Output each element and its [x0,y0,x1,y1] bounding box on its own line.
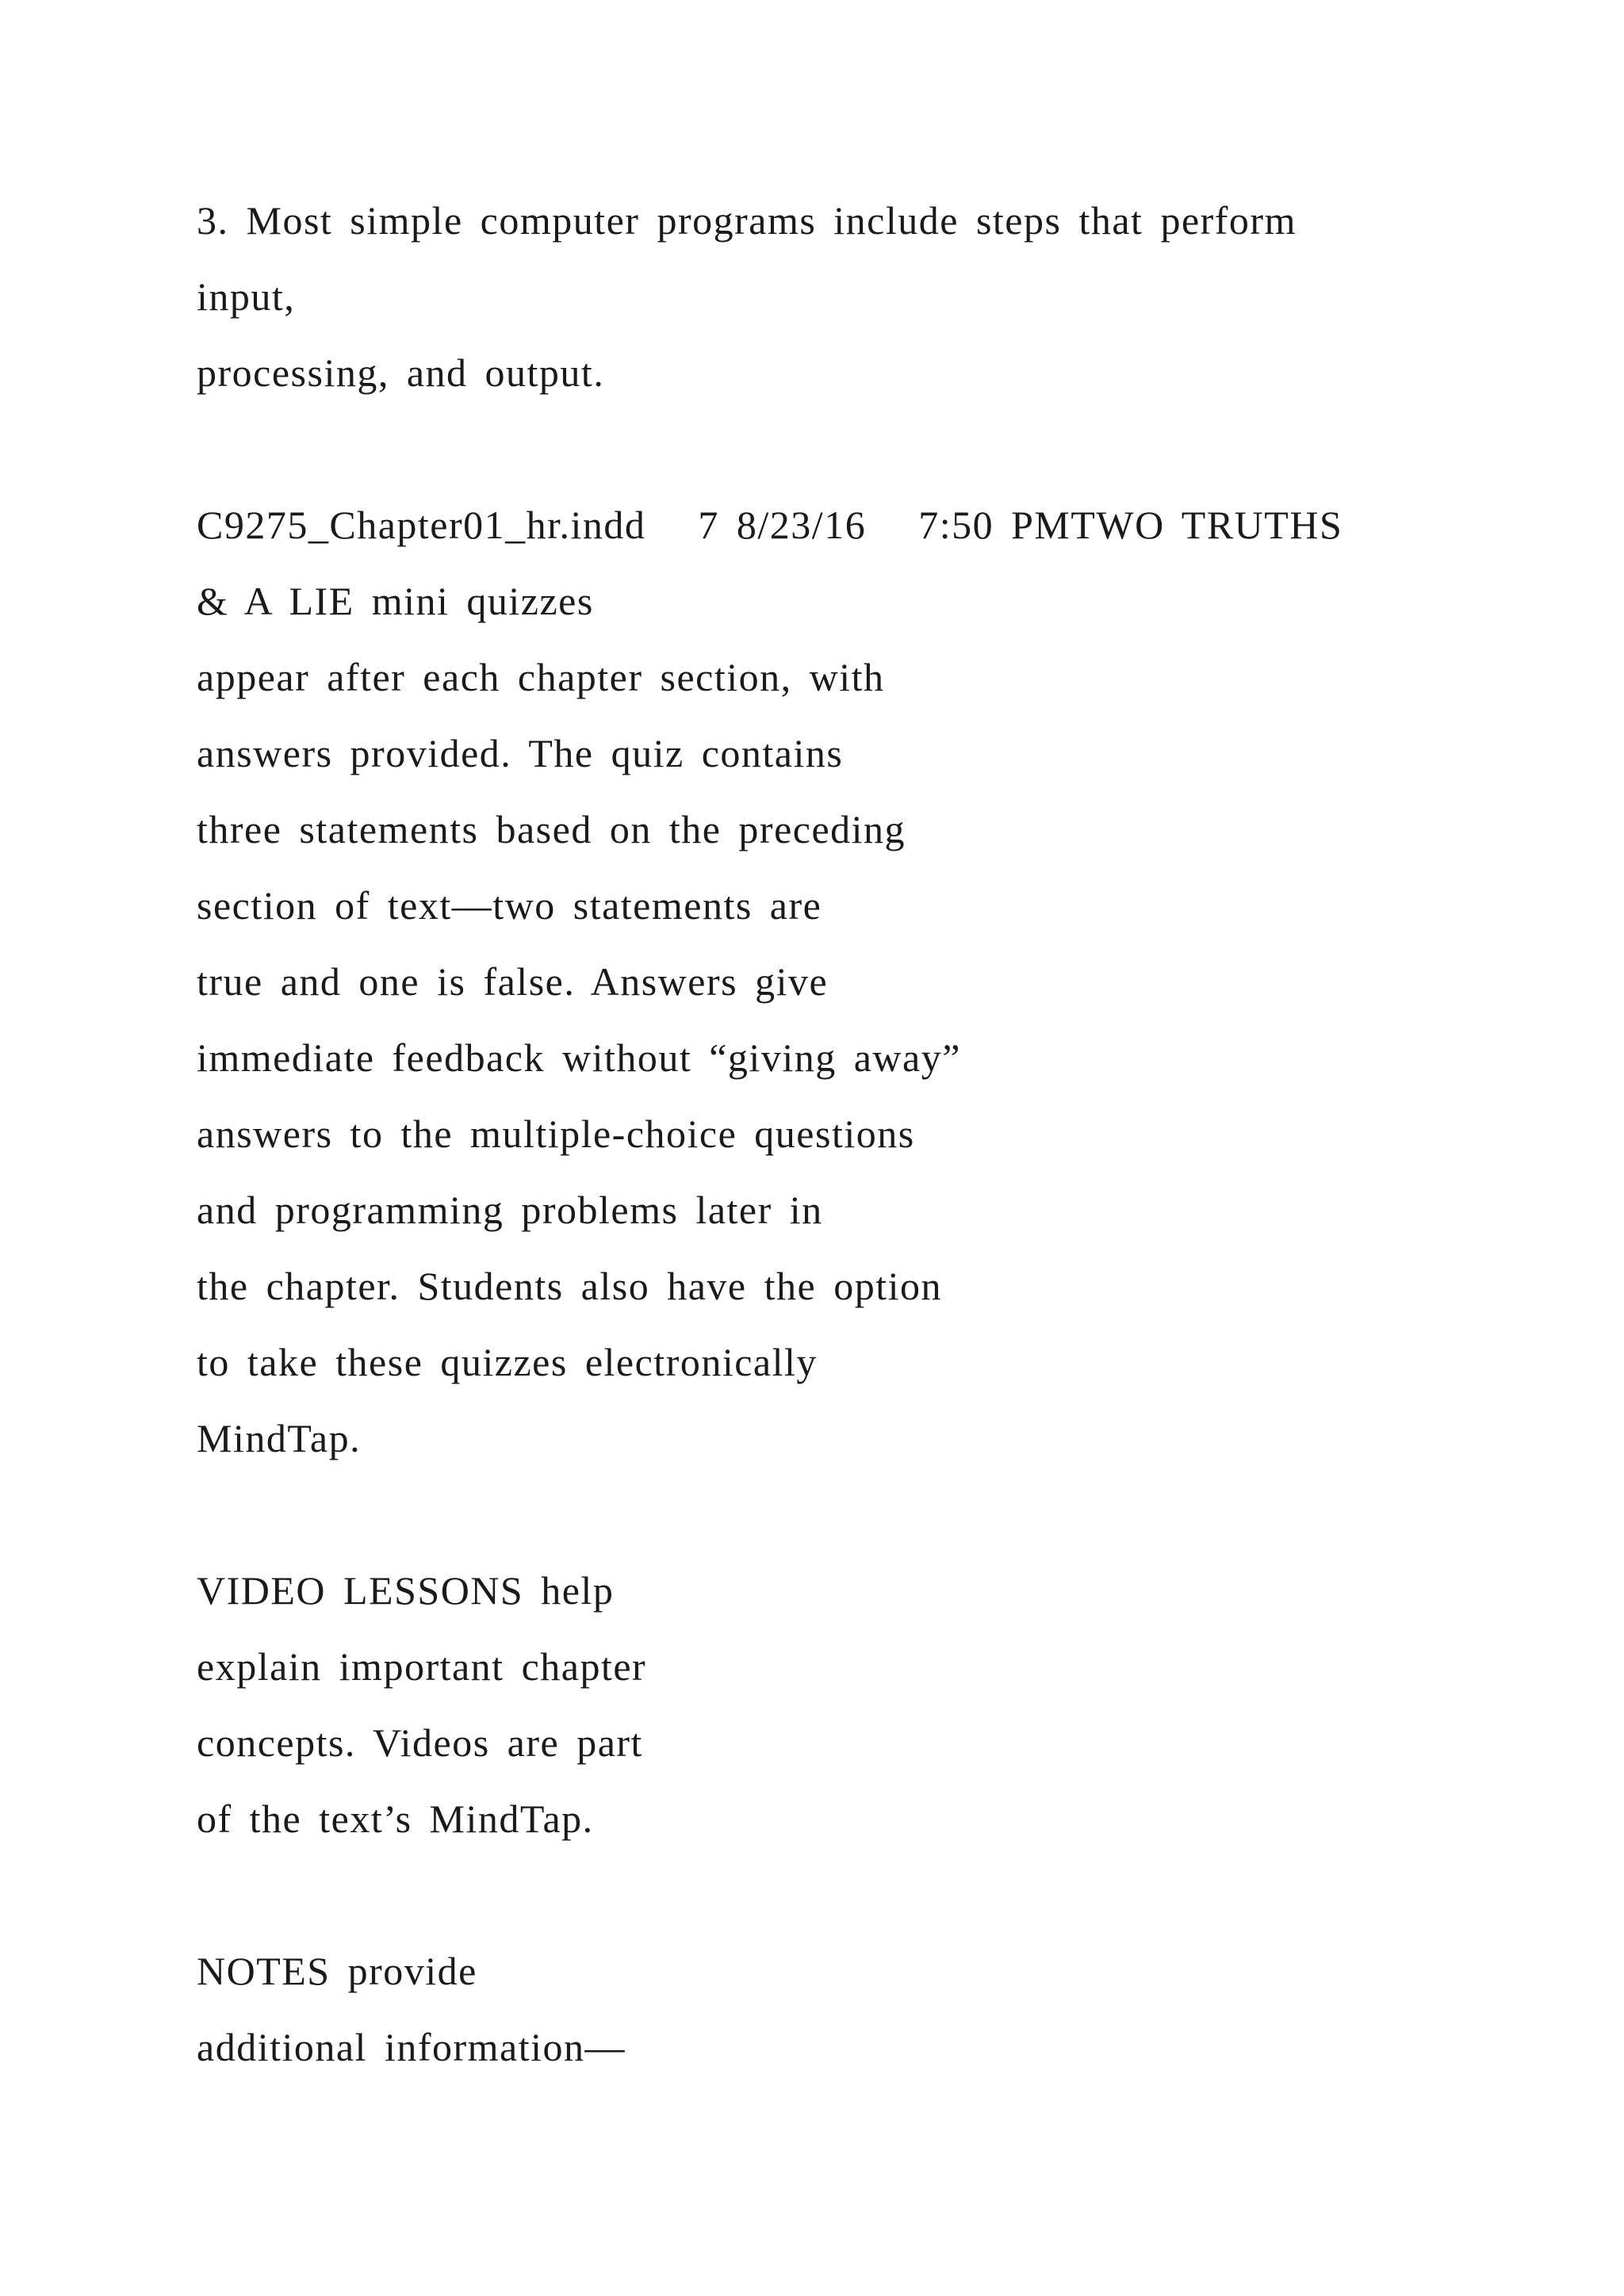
text-line: explain important chapter [197,1644,647,1689]
text-line: answers to the multiple-choice questions [197,1112,915,1156]
text-line: MindTap. [197,1416,362,1460]
text-line: 3. Most simple computer programs include steps that perform [197,198,1297,243]
text-line: appear after each chapter section, with [197,655,885,699]
text-line: concepts. Videos are part [197,1720,643,1765]
text-line: input, [197,274,296,319]
text-line: true and one is false. Answers give [197,959,829,1004]
text-line: section of text—two statements are [197,883,822,928]
text-line: three statements based on the preceding [197,807,906,851]
text-line: additional information— [197,2025,626,2069]
text-line: to take these quizzes electronically [197,1340,818,1384]
text-line: of the text’s MindTap. [197,1797,594,1841]
text-line: and programming problems later in [197,1188,823,1232]
text-line: answers provided. The quiz contains [197,731,844,775]
text-line: processing, and output. [197,350,605,395]
text-line: C9275_Chapter01_hr.indd 7 8/23/16 7:50 PMTWO TRUTHS [197,503,1343,547]
text-line: NOTES provide [197,1949,477,1993]
text-line: immediate feedback without “giving away” [197,1035,961,1080]
text-line: the chapter. Students also have the option [197,1264,942,1308]
text-line: VIDEO LESSONS help [197,1568,615,1613]
text-line: & A LIE mini quizzes [197,579,594,623]
